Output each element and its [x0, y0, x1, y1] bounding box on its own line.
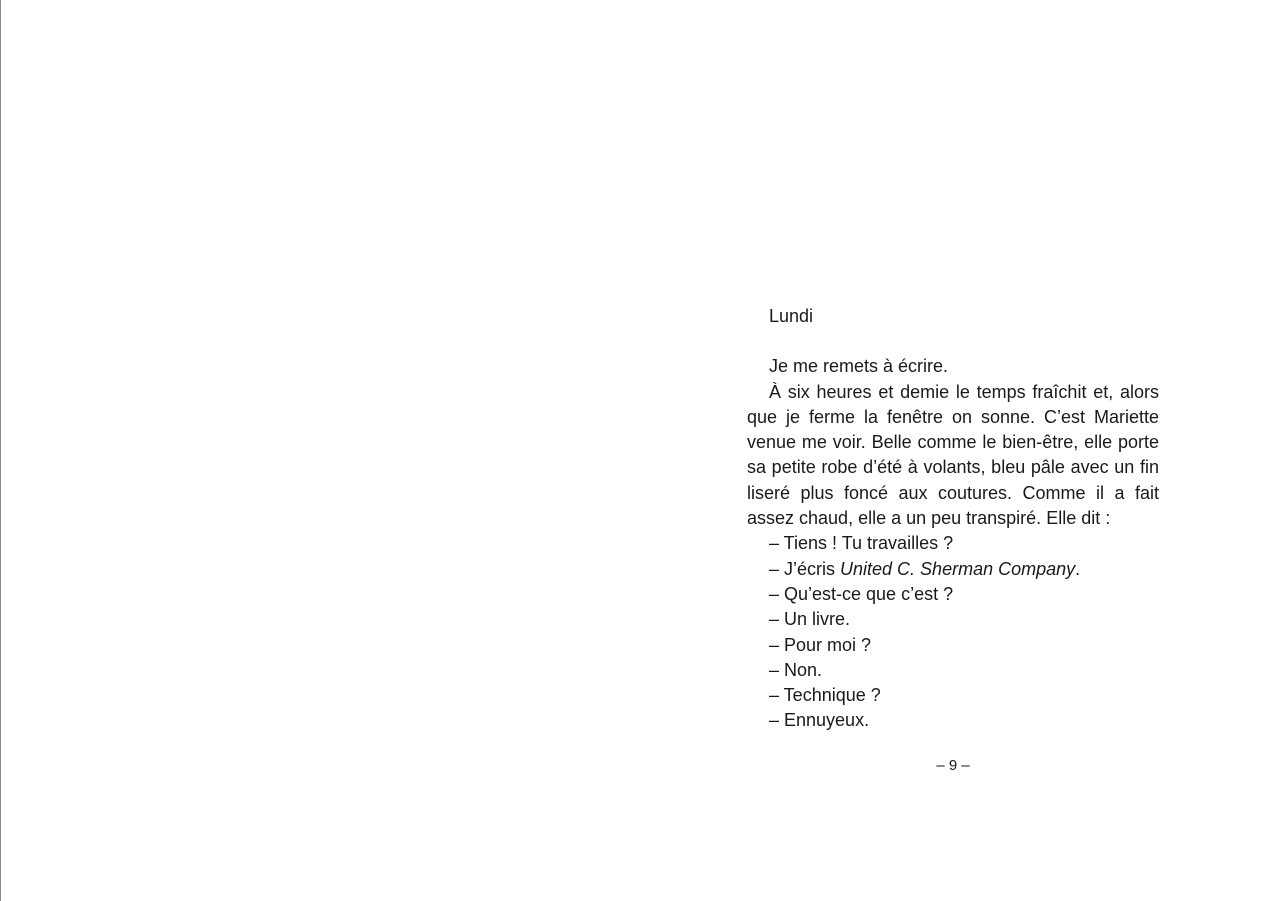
dialogue-line: – Non. [769, 659, 823, 680]
dialogue-line: – Technique ? [769, 685, 881, 706]
dialogue-line: – Pour moi ? [769, 634, 872, 655]
dialogue-text: . [1075, 558, 1081, 579]
dialogue-line: – Un livre. [769, 609, 851, 630]
page-number-text: – 9 – [936, 757, 970, 774]
dialogue-line [747, 557, 1159, 582]
dialogue-line: – Qu’est-ce que c’est ? [769, 583, 954, 604]
dialogue-line: – Ennuyeux. [769, 710, 870, 731]
paragraph: À six heures et demie le temps fraîchit et, alors que je ferme la fenêtre on sonne. C’est Mariette venue me voir. Belle comme le bien-être, elle porte sa petite robe d’été à volants, bleu pâle avec un fin liseré plus foncé aux coutures. Comme il a fait assez chaud, elle a un peu transpiré. Elle dit : [747, 381, 1159, 529]
book-title: United C. Sherman Company [840, 558, 1076, 579]
page-number [747, 757, 1159, 774]
day-heading: Lundi [769, 306, 814, 326]
dialogue-line: – Tiens ! Tu travailles ? [769, 533, 954, 554]
paragraph: Je me remets à écrire. [769, 356, 949, 377]
page-body [747, 304, 1159, 734]
dialogue-text: – J’écris [769, 558, 841, 579]
